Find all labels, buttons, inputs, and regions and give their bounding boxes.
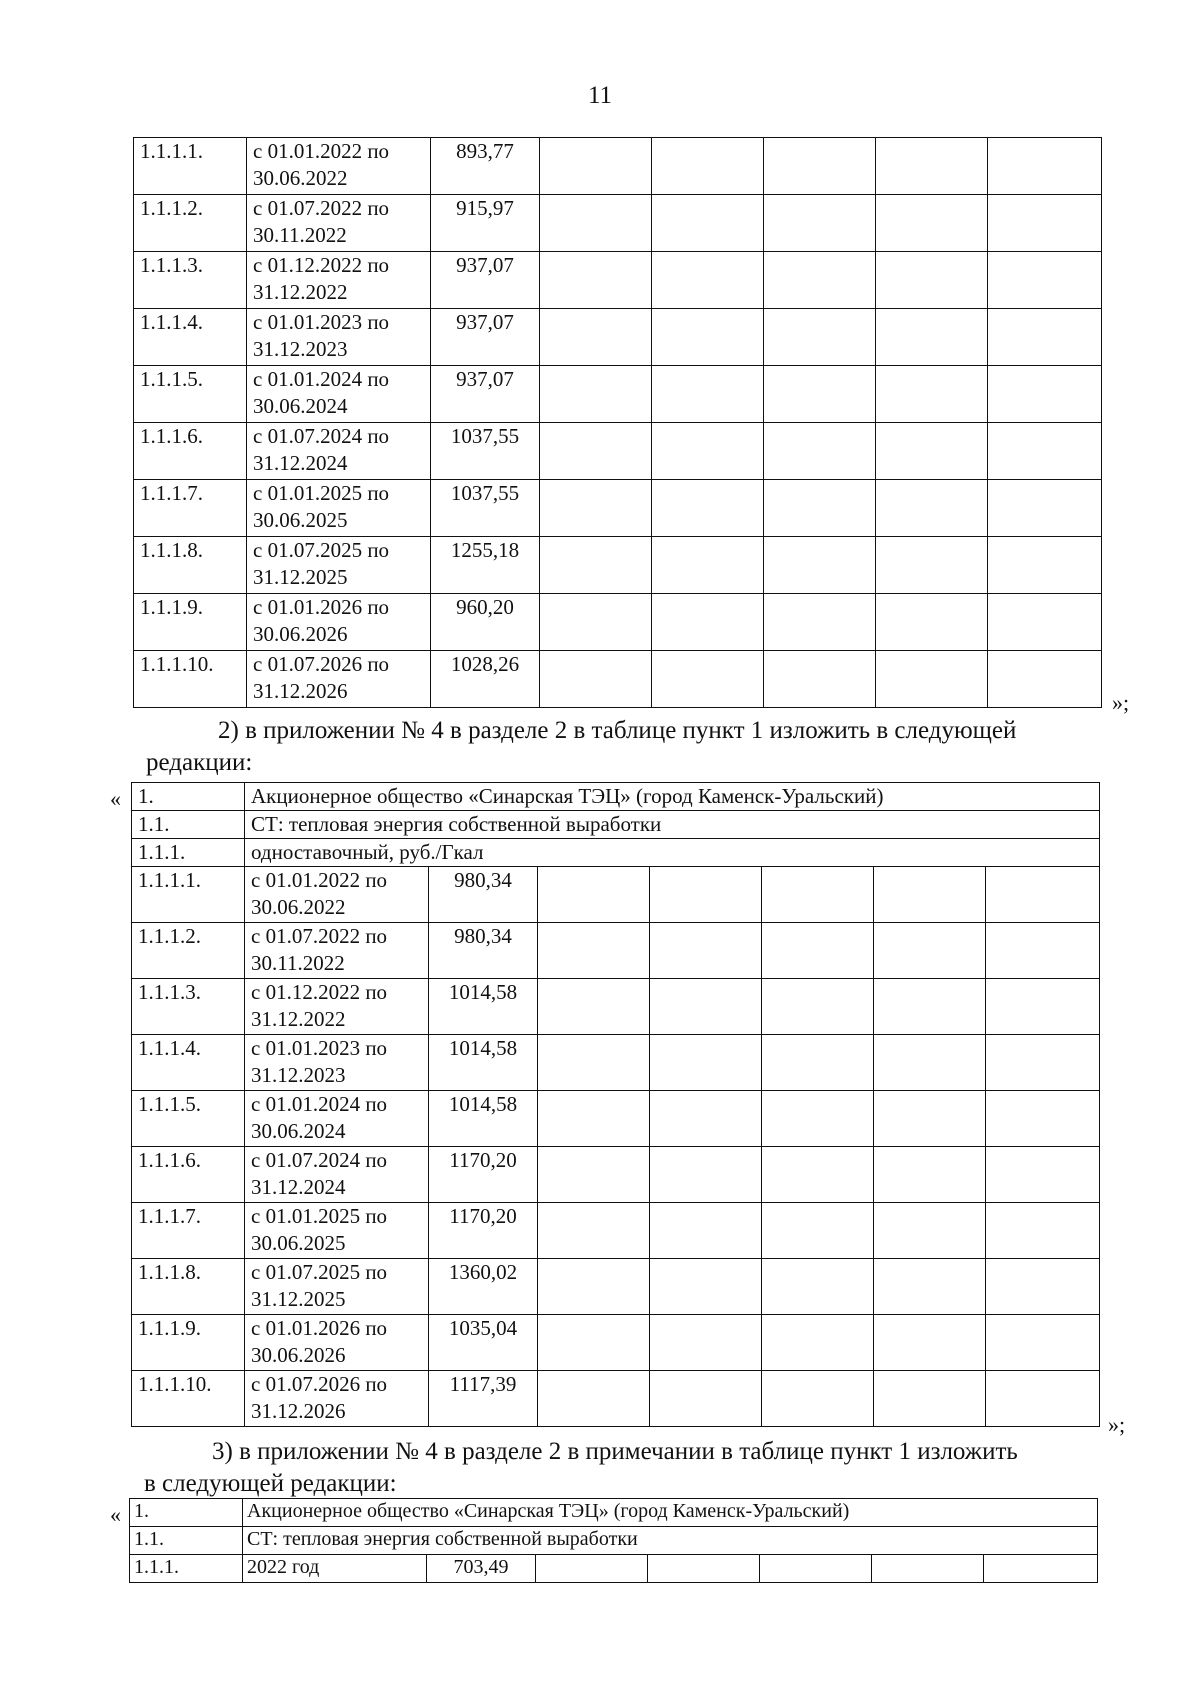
empty-cell — [874, 1259, 986, 1315]
period-line: 31.12.2024 — [251, 1175, 346, 1199]
period-line: 30.11.2022 — [251, 951, 345, 975]
empty-cell — [986, 979, 1100, 1035]
empty-cell — [876, 138, 988, 195]
empty-cell — [538, 867, 650, 923]
table-row — [130, 1555, 1098, 1583]
period-line: с 01.01.2022 по — [251, 868, 388, 892]
header-row — [130, 1527, 1098, 1555]
empty-cell — [876, 537, 988, 594]
period-cell — [245, 1203, 429, 1259]
empty-cell — [876, 195, 988, 252]
empty-cell — [764, 651, 876, 708]
tariff-value: 980,34 — [429, 867, 538, 923]
empty-cell — [874, 923, 986, 979]
tariff-table-2 — [131, 782, 1100, 1427]
empty-cell — [650, 1203, 762, 1259]
period-cell — [247, 252, 431, 309]
empty-cell — [764, 594, 876, 651]
period-line: 31.12.2023 — [253, 337, 348, 361]
paragraph-2-line2: редакции: — [146, 749, 253, 776]
header-row — [132, 783, 1100, 811]
closing-quote-1: »; — [1112, 690, 1130, 715]
empty-cell — [986, 1315, 1100, 1371]
empty-cell — [538, 1259, 650, 1315]
empty-cell — [876, 423, 988, 480]
header-row — [132, 811, 1100, 839]
period-line: с 01.01.2026 по — [253, 595, 390, 619]
empty-cell — [538, 1035, 650, 1091]
item-number: 1.1.1.7. — [132, 1203, 245, 1259]
tariff-value: 1170,20 — [429, 1147, 538, 1203]
item-number: 1.1.1.7. — [134, 480, 247, 537]
item-number: 1. — [132, 783, 245, 811]
period-line: 2022 год — [247, 1556, 320, 1578]
table-row — [134, 480, 1102, 537]
tariff-value: 915,97 — [431, 195, 540, 252]
empty-cell — [652, 309, 764, 366]
period-line: с 01.07.2024 по — [251, 1148, 388, 1172]
period-line: 31.12.2023 — [251, 1063, 346, 1087]
period-line: 30.06.2024 — [251, 1119, 346, 1143]
empty-cell — [652, 594, 764, 651]
period-cell — [247, 195, 431, 252]
empty-cell — [764, 138, 876, 195]
period-line: 30.06.2025 — [253, 508, 348, 532]
item-number: 1.1.1.2. — [132, 923, 245, 979]
tariff-value: 1117,39 — [429, 1371, 538, 1427]
item-description: одноставочный, руб./Гкал — [245, 839, 1100, 867]
period-cell — [245, 923, 429, 979]
empty-cell — [986, 867, 1100, 923]
tariff-value: 1170,20 — [429, 1203, 538, 1259]
tariff-table-3 — [129, 1498, 1098, 1583]
empty-cell — [874, 867, 986, 923]
period-cell — [247, 594, 431, 651]
empty-cell — [874, 1315, 986, 1371]
empty-cell — [988, 138, 1102, 195]
table-row — [134, 594, 1102, 651]
period-line: 31.12.2026 — [251, 1399, 346, 1423]
tariff-value: 937,07 — [431, 366, 540, 423]
item-number: 1.1.1.3. — [134, 252, 247, 309]
period-line: 30.06.2024 — [253, 394, 348, 418]
empty-cell — [986, 1259, 1100, 1315]
empty-cell — [650, 1259, 762, 1315]
empty-cell — [874, 1371, 986, 1427]
item-number: 1.1. — [130, 1527, 243, 1555]
empty-cell — [874, 979, 986, 1035]
empty-cell — [538, 1091, 650, 1147]
period-cell — [247, 537, 431, 594]
empty-cell — [540, 138, 652, 195]
tariff-value: 1035,04 — [429, 1315, 538, 1371]
table-row — [132, 1371, 1100, 1427]
empty-cell — [874, 1147, 986, 1203]
empty-cell — [762, 867, 874, 923]
table-row — [134, 537, 1102, 594]
empty-cell — [762, 1147, 874, 1203]
tariff-value: 980,34 — [429, 923, 538, 979]
empty-cell — [760, 1555, 872, 1583]
item-number: 1.1.1.2. — [134, 195, 247, 252]
table-row — [134, 195, 1102, 252]
empty-cell — [650, 979, 762, 1035]
tariff-value: 1014,58 — [429, 1091, 538, 1147]
empty-cell — [762, 1259, 874, 1315]
empty-cell — [650, 1035, 762, 1091]
period-line: с 01.01.2023 по — [251, 1036, 388, 1060]
empty-cell — [988, 594, 1102, 651]
tariff-value: 960,20 — [431, 594, 540, 651]
period-line: 30.11.2022 — [253, 223, 347, 247]
tariff-value: 1255,18 — [431, 537, 540, 594]
table-row — [134, 138, 1102, 195]
period-line: с 01.07.2022 по — [253, 196, 390, 220]
period-line: с 01.01.2025 по — [253, 481, 390, 505]
tariff-value: 1028,26 — [431, 651, 540, 708]
period-line: с 01.07.2026 по — [251, 1372, 388, 1396]
item-description: СТ: тепловая энергия собственной выработки — [245, 811, 1100, 839]
empty-cell — [538, 1371, 650, 1427]
tariff-value: 937,07 — [431, 309, 540, 366]
table-row — [132, 1147, 1100, 1203]
period-line: с 01.01.2026 по — [251, 1316, 388, 1340]
table-row — [134, 651, 1102, 708]
item-number: 1.1.1. — [130, 1555, 243, 1583]
period-cell — [245, 1259, 429, 1315]
opening-quote-3: « — [110, 1502, 121, 1527]
empty-cell — [652, 537, 764, 594]
empty-cell — [876, 366, 988, 423]
period-line: с 01.01.2022 по — [253, 139, 390, 163]
empty-cell — [762, 1035, 874, 1091]
item-number: 1.1.1.4. — [134, 309, 247, 366]
empty-cell — [986, 1203, 1100, 1259]
item-description: Акционерное общество «Синарская ТЭЦ» (город Каменск-Уральский) — [243, 1499, 1098, 1527]
item-number: 1.1.1.6. — [132, 1147, 245, 1203]
period-cell — [245, 1091, 429, 1147]
empty-cell — [540, 252, 652, 309]
table-row — [132, 1035, 1100, 1091]
period-line: 31.12.2022 — [253, 280, 348, 304]
table-row — [132, 1091, 1100, 1147]
table-row — [132, 923, 1100, 979]
period-cell — [245, 1371, 429, 1427]
period-cell — [247, 480, 431, 537]
empty-cell — [988, 480, 1102, 537]
item-description: Акционерное общество «Синарская ТЭЦ» (город Каменск-Уральский) — [245, 783, 1100, 811]
period-cell — [247, 309, 431, 366]
tariff-value: 703,49 — [427, 1555, 536, 1583]
table-row — [132, 1259, 1100, 1315]
header-row — [130, 1499, 1098, 1527]
empty-cell — [764, 480, 876, 537]
empty-cell — [876, 651, 988, 708]
period-line: 31.12.2024 — [253, 451, 348, 475]
item-description: СТ: тепловая энергия собственной выработки — [243, 1527, 1098, 1555]
empty-cell — [540, 594, 652, 651]
period-line: 30.06.2022 — [253, 166, 348, 190]
empty-cell — [764, 423, 876, 480]
period-line: с 01.12.2022 по — [251, 980, 388, 1004]
period-line: с 01.12.2022 по — [253, 253, 390, 277]
header-row — [132, 839, 1100, 867]
tariff-table-1 — [133, 137, 1102, 708]
period-line: 31.12.2025 — [251, 1287, 346, 1311]
period-line: с 01.01.2025 по — [251, 1204, 388, 1228]
period-cell — [245, 979, 429, 1035]
item-number: 1.1.1.1. — [132, 867, 245, 923]
table-row — [132, 1203, 1100, 1259]
empty-cell — [650, 867, 762, 923]
empty-cell — [764, 252, 876, 309]
period-line: с 01.01.2024 по — [253, 367, 390, 391]
item-number: 1.1.1. — [132, 839, 245, 867]
item-number: 1.1.1.5. — [132, 1091, 245, 1147]
tariff-value: 1014,58 — [429, 1035, 538, 1091]
empty-cell — [762, 1203, 874, 1259]
period-cell — [243, 1555, 427, 1583]
empty-cell — [984, 1555, 1098, 1583]
empty-cell — [762, 1315, 874, 1371]
empty-cell — [652, 651, 764, 708]
empty-cell — [876, 594, 988, 651]
empty-cell — [986, 923, 1100, 979]
paragraph-2-line1: 2) в приложении № 4 в разделе 2 в таблице пункт 1 изложить в следующей — [218, 717, 1017, 744]
empty-cell — [764, 195, 876, 252]
empty-cell — [650, 1315, 762, 1371]
empty-cell — [540, 195, 652, 252]
item-number: 1.1. — [132, 811, 245, 839]
period-cell — [245, 1315, 429, 1371]
period-cell — [247, 366, 431, 423]
empty-cell — [762, 979, 874, 1035]
empty-cell — [762, 923, 874, 979]
empty-cell — [540, 366, 652, 423]
item-number: 1.1.1.9. — [134, 594, 247, 651]
item-number: 1.1.1.6. — [134, 423, 247, 480]
empty-cell — [650, 1147, 762, 1203]
empty-cell — [650, 1371, 762, 1427]
empty-cell — [764, 309, 876, 366]
period-line: с 01.07.2026 по — [253, 652, 390, 676]
period-line: 31.12.2022 — [251, 1007, 346, 1031]
empty-cell — [652, 423, 764, 480]
empty-cell — [652, 252, 764, 309]
period-line: 30.06.2022 — [251, 895, 346, 919]
empty-cell — [988, 195, 1102, 252]
table-row — [134, 309, 1102, 366]
period-line: 30.06.2026 — [251, 1343, 346, 1367]
page-number: 11 — [587, 82, 613, 109]
tariff-value: 1037,55 — [431, 423, 540, 480]
table-row — [134, 423, 1102, 480]
period-line: с 01.01.2024 по — [251, 1092, 388, 1116]
empty-cell — [650, 923, 762, 979]
period-line: с 01.07.2025 по — [253, 538, 390, 562]
empty-cell — [652, 138, 764, 195]
empty-cell — [988, 309, 1102, 366]
table-row — [132, 867, 1100, 923]
empty-cell — [872, 1555, 984, 1583]
period-cell — [247, 138, 431, 195]
period-line: с 01.07.2024 по — [253, 424, 390, 448]
table-row — [134, 366, 1102, 423]
empty-cell — [650, 1091, 762, 1147]
item-number: 1.1.1.1. — [134, 138, 247, 195]
empty-cell — [988, 252, 1102, 309]
empty-cell — [988, 651, 1102, 708]
period-cell — [245, 1035, 429, 1091]
empty-cell — [764, 537, 876, 594]
empty-cell — [762, 1371, 874, 1427]
empty-cell — [540, 309, 652, 366]
period-cell — [245, 1147, 429, 1203]
empty-cell — [874, 1203, 986, 1259]
empty-cell — [538, 1203, 650, 1259]
opening-quote-2: « — [110, 786, 121, 811]
period-cell — [247, 651, 431, 708]
tariff-value: 893,77 — [431, 138, 540, 195]
empty-cell — [764, 366, 876, 423]
empty-cell — [652, 480, 764, 537]
table-row — [134, 252, 1102, 309]
tariff-value: 1360,02 — [429, 1259, 538, 1315]
empty-cell — [538, 1315, 650, 1371]
empty-cell — [538, 979, 650, 1035]
empty-cell — [874, 1091, 986, 1147]
empty-cell — [876, 309, 988, 366]
period-line: с 01.01.2023 по — [253, 310, 390, 334]
tariff-value: 1037,55 — [431, 480, 540, 537]
item-number: 1.1.1.8. — [132, 1259, 245, 1315]
item-number: 1.1.1.10. — [134, 651, 247, 708]
empty-cell — [540, 651, 652, 708]
empty-cell — [874, 1035, 986, 1091]
empty-cell — [988, 366, 1102, 423]
item-number: 1.1.1.10. — [132, 1371, 245, 1427]
empty-cell — [652, 195, 764, 252]
item-number: 1.1.1.5. — [134, 366, 247, 423]
empty-cell — [876, 480, 988, 537]
paragraph-3-line2: в следующей редакции: — [144, 1470, 397, 1497]
period-line: с 01.07.2025 по — [251, 1260, 388, 1284]
empty-cell — [988, 423, 1102, 480]
empty-cell — [986, 1091, 1100, 1147]
empty-cell — [540, 537, 652, 594]
period-line: 31.12.2025 — [253, 565, 348, 589]
empty-cell — [536, 1555, 648, 1583]
item-number: 1. — [130, 1499, 243, 1527]
table-row — [132, 1315, 1100, 1371]
period-cell — [247, 423, 431, 480]
item-number: 1.1.1.8. — [134, 537, 247, 594]
item-number: 1.1.1.9. — [132, 1315, 245, 1371]
empty-cell — [986, 1035, 1100, 1091]
empty-cell — [762, 1091, 874, 1147]
period-line: 30.06.2025 — [251, 1231, 346, 1255]
paragraph-3-line1: 3) в приложении № 4 в разделе 2 в примечании в таблице пункт 1 изложить — [212, 1438, 1018, 1465]
tariff-value: 937,07 — [431, 252, 540, 309]
period-line: с 01.07.2022 по — [251, 924, 388, 948]
closing-quote-2: »; — [1108, 1412, 1126, 1437]
empty-cell — [538, 1147, 650, 1203]
item-number: 1.1.1.4. — [132, 1035, 245, 1091]
tariff-value: 1014,58 — [429, 979, 538, 1035]
empty-cell — [652, 366, 764, 423]
table-row — [132, 979, 1100, 1035]
item-number: 1.1.1.3. — [132, 979, 245, 1035]
empty-cell — [540, 423, 652, 480]
period-line: 31.12.2026 — [253, 679, 348, 703]
period-cell — [245, 867, 429, 923]
empty-cell — [538, 923, 650, 979]
period-line: 30.06.2026 — [253, 622, 348, 646]
empty-cell — [648, 1555, 760, 1583]
empty-cell — [876, 252, 988, 309]
empty-cell — [986, 1147, 1100, 1203]
empty-cell — [986, 1371, 1100, 1427]
empty-cell — [988, 537, 1102, 594]
empty-cell — [540, 480, 652, 537]
